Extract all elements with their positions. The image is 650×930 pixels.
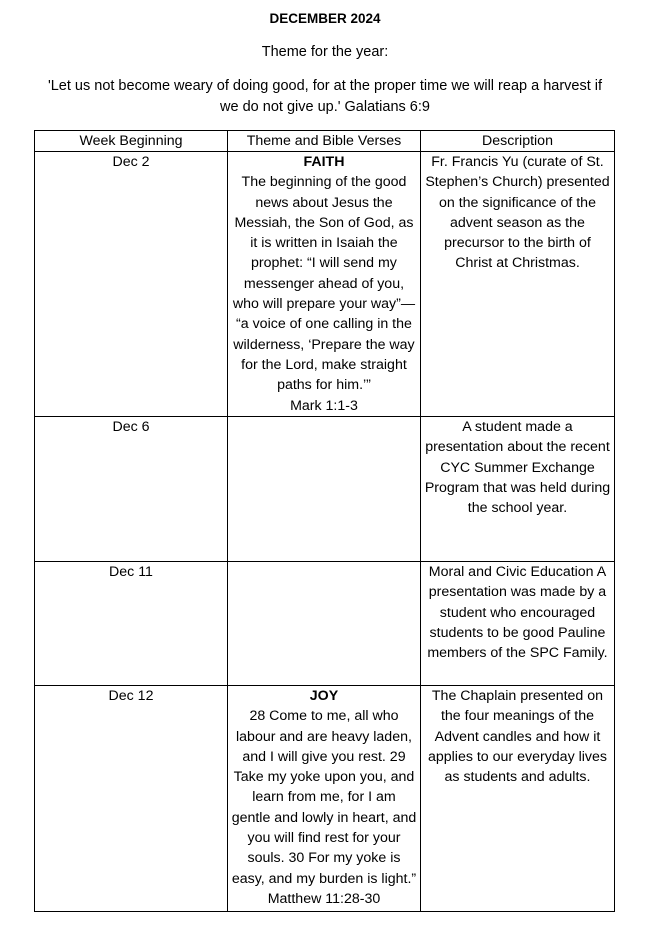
document-title: DECEMBER 2024	[269, 11, 381, 26]
verse-reference: Mark 1:1-3	[290, 397, 358, 414]
header-description: Description	[420, 131, 614, 152]
description-cell: Fr. Francis Yu (curate of St. Stephen’s Church) presented on the significance of the advent season as the precursor to the birth of Christ at Christmas.	[420, 152, 614, 417]
theme-quote: 'Let us not become weary of doing good, for at the proper time we will reap a harvest if we do not give up.' Galatians 6:9	[47, 78, 603, 115]
schedule-table	[34, 130, 615, 912]
header-theme-verses: Theme and Bible Verses	[227, 131, 420, 152]
verse-reference: Matthew 11:28-30	[267, 890, 381, 907]
table-row	[35, 417, 615, 562]
week-cell: Dec 2	[35, 152, 228, 417]
description-cell: The Chaplain presented on the four meanings of the Advent candles and how it applies to our everyday lives as students and adults.	[420, 686, 614, 912]
description-cell: A student made a presentation about the recent CYC Summer Exchange Program that was held during the school year.	[420, 417, 614, 562]
theme-label: Theme for the year:	[261, 44, 389, 60]
week-cell: Dec 6	[35, 417, 228, 562]
table-header-row	[35, 131, 615, 152]
theme-cell	[227, 417, 420, 562]
theme-name: FAITH	[303, 154, 345, 170]
description-cell: Moral and Civic Education A presentation was made by a student who encouraged students to be good Pauline members of the SPC Family.	[420, 562, 614, 686]
verse-text: The beginning of the good news about Jesus the Messiah, the Son of God, as it is written in Isaiah the prophet: “I will send my messenger ahead of you, who will prepare your way”— “a voice of one calling in the wilderness, ‘Prepare the way for the Lord, make straight paths for him.’”	[232, 174, 416, 394]
theme-cell	[227, 686, 420, 912]
theme-cell	[227, 152, 420, 417]
week-cell: Dec 11	[35, 562, 228, 686]
verse-text: 28 Come to me, all who labour and are heavy laden, and I will give you rest. 29 Take my yoke upon you, and learn from me, for I am gentle and lowly in heart, and you will find rest for your souls. 30 For my yoke is easy, and my burden is light.”	[231, 708, 417, 887]
table-row	[35, 686, 615, 912]
table-row	[35, 152, 615, 417]
header-week-beginning: Week Beginning	[35, 131, 228, 152]
table-row	[35, 562, 615, 686]
theme-cell	[227, 562, 420, 686]
theme-name: JOY	[309, 688, 339, 704]
week-cell: Dec 12	[35, 686, 228, 912]
